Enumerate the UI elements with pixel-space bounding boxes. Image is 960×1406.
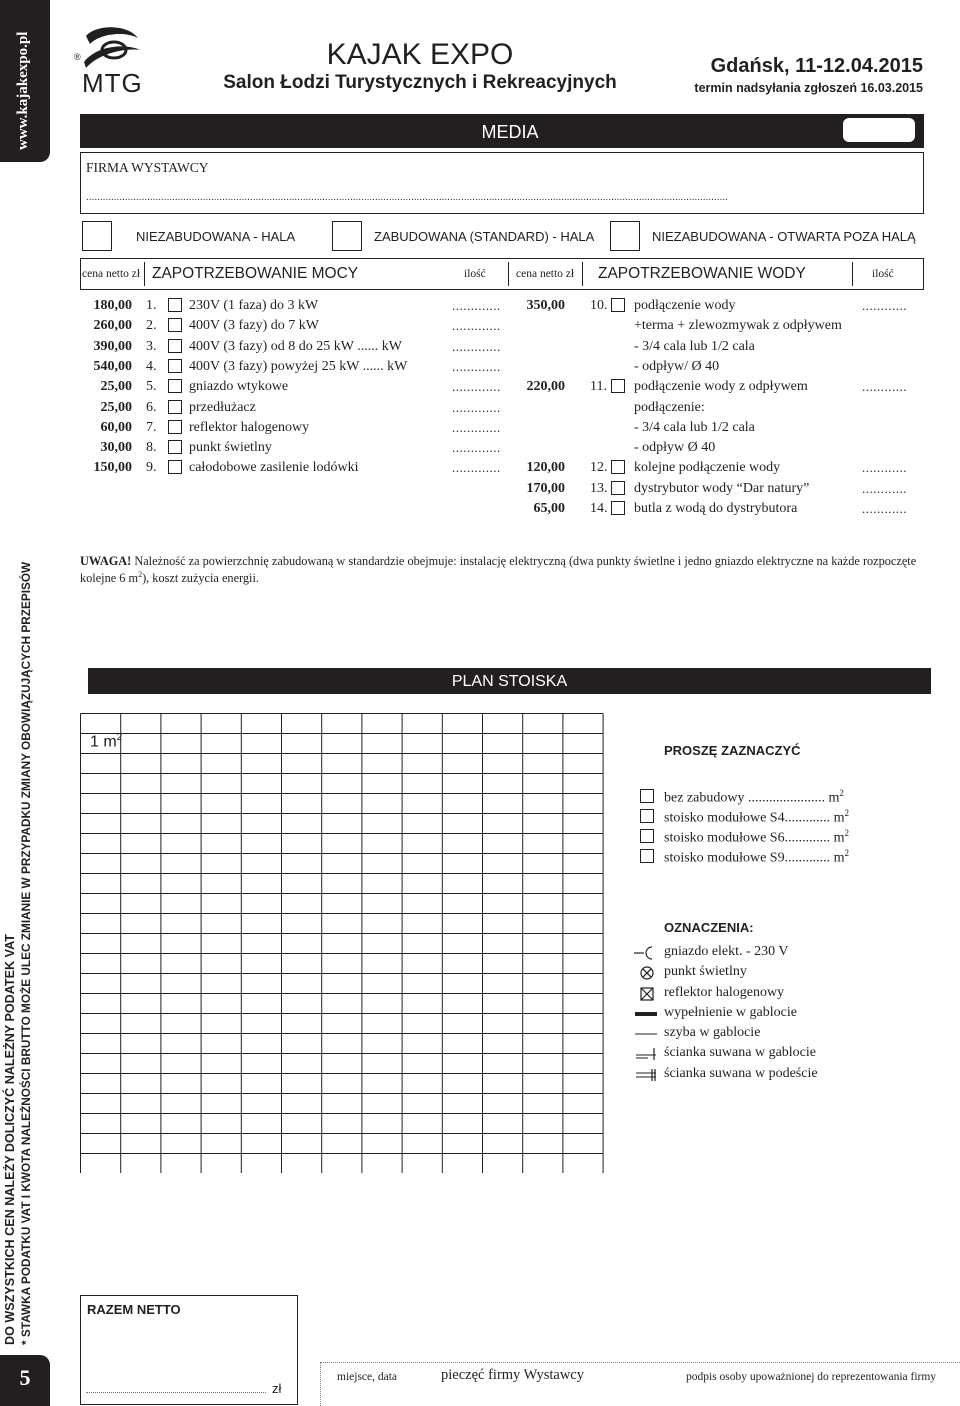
water-qty-10[interactable]: ............ — [862, 298, 907, 313]
water-sub-10b: - 3/4 cala lub 1/2 cala — [634, 339, 755, 354]
option-checkbox-4[interactable] — [640, 849, 654, 863]
note-paragraph — [80, 555, 930, 585]
company-label: FIRMA WYSTAWCY — [86, 160, 209, 175]
water-sub-10a: +terma + zlewozmywak z odpływem — [634, 318, 842, 333]
option-checkbox-3[interactable] — [640, 829, 654, 843]
legend-label-1: gniazdo elekt. - 230 V — [664, 944, 789, 959]
grid-scale-text: 1 m — [90, 733, 117, 751]
option-sup-3: 2 — [844, 828, 849, 838]
power-price-4: 540,00 — [93, 359, 132, 374]
power-label-3: 400V (3 fazy) od 8 do 25 kW ...... kW — [189, 339, 402, 354]
legend-title: OZNACZENIA: — [664, 920, 754, 935]
media-title: MEDIA — [481, 122, 539, 142]
power-price-1: 180,00 — [93, 298, 132, 313]
power-label-7: reflektor halogenowy — [189, 420, 310, 435]
total-label: RAZEM NETTO — [87, 1302, 181, 1317]
water-checkbox-14[interactable] — [611, 501, 625, 515]
sliding-wall-icon — [634, 1045, 658, 1063]
power-checkbox-7[interactable] — [168, 420, 182, 434]
logo-text: MTG — [82, 68, 143, 98]
stand-type-checkbox-3[interactable] — [610, 221, 640, 251]
power-num-9: 9. — [146, 460, 157, 475]
water-num-11: 11. — [590, 379, 607, 394]
power-checkbox-6[interactable] — [168, 400, 182, 414]
power-price-9: 150,00 — [93, 460, 132, 475]
power-label-8: punkt świetlny — [189, 440, 272, 455]
water-sub-11b: - 3/4 cala lub 1/2 cala — [634, 420, 755, 435]
power-label-1: 230V (1 faza) do 3 kW — [189, 298, 319, 313]
option-checkbox-1[interactable] — [640, 789, 654, 803]
legend-label-5: szyba w gablocie — [664, 1025, 761, 1040]
option-label-3 — [664, 828, 849, 847]
option-text-2: stoisko modułowe S4............. m — [664, 810, 845, 826]
water-label-14: butla z wodą do dystrybutora — [634, 501, 798, 516]
power-num-4: 4. — [146, 359, 157, 374]
signature-label[interactable]: podpis osoby upoważnionej do reprezentowania firmy — [686, 1371, 937, 1383]
sliding-wall-podest-icon — [634, 1066, 658, 1084]
event-title: KAJAK EXPO — [326, 38, 514, 71]
power-price-2: 260,00 — [93, 318, 132, 333]
option-sup-4: 2 — [844, 848, 849, 858]
water-qty-12[interactable]: ............ — [862, 460, 907, 475]
total-field[interactable] — [86, 1392, 266, 1393]
option-text-3: stoisko modułowe S6............. m — [664, 830, 845, 846]
water-checkbox-13[interactable] — [611, 481, 625, 495]
power-checkbox-9[interactable] — [168, 460, 182, 474]
power-label-2: 400V (3 fazy) do 7 kW — [189, 318, 319, 333]
company-name-field[interactable]: ....................................................................................................................................................................................................................................... — [86, 192, 728, 203]
water-num-14: 14. — [590, 501, 608, 516]
stand-type-label-2: ZABUDOWANA (STANDARD) - HALA — [374, 229, 595, 244]
water-price-11: 220,00 — [526, 379, 565, 394]
stand-type-checkbox-1[interactable] — [82, 221, 112, 251]
plan-grid-svg — [80, 713, 606, 1173]
power-qty-9[interactable]: ............. — [452, 460, 501, 475]
power-checkbox-3[interactable] — [168, 339, 182, 353]
water-num-10: 10. — [590, 298, 608, 313]
deadline: termin nadsyłania zgłoszeń 16.03.2015 — [694, 81, 923, 95]
page-number: 5 — [19, 1365, 31, 1390]
legend-label-6: ścianka suwana w gablocie — [664, 1045, 816, 1060]
option-text-4: stoisko modułowe S9............. m — [664, 850, 845, 866]
water-qty-14[interactable]: ............ — [862, 501, 907, 516]
water-price-12: 120,00 — [526, 460, 565, 475]
water-price-13: 170,00 — [526, 481, 565, 496]
website-url: www.kajakexpo.pl — [15, 31, 31, 150]
water-col-price: cena netto zł — [516, 268, 575, 280]
power-checkbox-2[interactable] — [168, 318, 182, 332]
company-stamp-label[interactable]: pieczęć firmy Wystawcy — [441, 1367, 584, 1383]
stand-type-checkbox-2[interactable] — [332, 221, 362, 251]
water-sub-10c: - odpływ/ Ø 40 — [634, 359, 720, 374]
power-checkbox-1[interactable] — [168, 298, 182, 312]
note-bold: UWAGA! — [80, 554, 132, 568]
stand-type-label-3: NIEZABUDOWANA - OTWARTA POZA HALĄ — [652, 229, 916, 244]
power-qty-1[interactable]: ............. — [452, 298, 501, 313]
vat-note-1: DO WSZYSTKICH CEN NALEŻY DOLICZYĆ NALEŻNY PODATEK VAT — [3, 934, 17, 1345]
power-qty-8[interactable]: ............. — [452, 440, 501, 455]
power-label-6: przedłużacz — [189, 400, 256, 415]
legend-label-2: punkt świetlny — [664, 964, 747, 979]
water-label-10: podłączenie wody — [634, 298, 736, 313]
grid-scale-sup: 2 — [116, 732, 123, 743]
water-label-11: podłączenie wody z odpływem — [634, 379, 808, 394]
option-label-4 — [664, 848, 849, 867]
water-qty-13[interactable]: ............ — [862, 481, 907, 496]
plan-bar — [88, 668, 931, 694]
option-sup-1: 2 — [839, 788, 844, 798]
power-title: ZAPOTRZEBOWANIE MOCY — [152, 265, 359, 282]
fill-icon — [634, 1005, 658, 1023]
power-num-7: 7. — [146, 420, 157, 435]
power-num-1: 1. — [146, 298, 157, 313]
water-checkbox-10[interactable] — [611, 298, 625, 312]
power-qty-4[interactable]: ............. — [452, 359, 501, 374]
water-col-qty: ilość — [872, 268, 894, 280]
power-price-3: 390,00 — [93, 339, 132, 354]
halogen-icon — [638, 985, 656, 1003]
power-price-5: 25,00 — [100, 379, 132, 394]
water-num-12: 12. — [590, 460, 608, 475]
legend-label-3: reflektor halogenowy — [664, 985, 785, 1000]
reference-field[interactable] — [843, 118, 915, 142]
power-checkbox-8[interactable] — [168, 440, 182, 454]
table-header-divider-2 — [508, 262, 509, 286]
legend-label-4: wypełnienie w gablocie — [664, 1005, 797, 1020]
note-sup: 2 — [138, 570, 143, 579]
option-label-2 — [664, 808, 849, 827]
option-checkbox-2[interactable] — [640, 809, 654, 823]
stand-type-label-1: NIEZABUDOWANA - HALA — [136, 229, 296, 244]
total-currency: zł — [272, 1381, 282, 1396]
plan-title: PLAN STOISKA — [451, 673, 568, 690]
water-checkbox-12[interactable] — [611, 460, 625, 474]
socket-icon — [632, 944, 658, 962]
table-header-divider-3 — [582, 262, 583, 286]
note-text-2: ), koszt zużycia energii. — [142, 571, 259, 586]
power-price-7: 60,00 — [100, 420, 132, 435]
power-num-5: 5. — [146, 379, 157, 394]
power-qty-6[interactable]: ............. — [452, 400, 501, 415]
option-label-1 — [664, 788, 844, 807]
power-label-5: gniazdo wtykowe — [189, 379, 289, 394]
power-label-4: 400V (3 fazy) powyżej 25 kW ...... kW — [189, 359, 408, 374]
power-qty-3[interactable]: ............. — [452, 339, 501, 354]
power-label-9: całodobowe zasilenie lodówki — [189, 460, 359, 475]
light-point-icon — [638, 964, 656, 982]
place-date-label[interactable]: miejsce, data — [337, 1371, 398, 1383]
power-checkbox-5[interactable] — [168, 379, 182, 393]
power-checkbox-4[interactable] — [168, 359, 182, 373]
glass-icon — [634, 1025, 658, 1043]
power-num-8: 8. — [146, 440, 157, 455]
option-text-1: bez zabudowy ...................... m — [664, 790, 840, 806]
table-header-divider-4 — [852, 262, 853, 286]
power-num-3: 3. — [146, 339, 157, 354]
table-header-divider-1 — [144, 262, 145, 286]
water-qty-11[interactable]: ............ — [862, 379, 907, 394]
power-num-6: 6. — [146, 400, 157, 415]
water-label-12: kolejne podłączenie wody — [634, 460, 781, 475]
water-price-10: 350,00 — [526, 298, 565, 313]
plan-prompt: PROSZĘ ZAZNACZYĆ — [664, 743, 801, 758]
power-col-price: cena netto zł — [82, 268, 141, 280]
power-col-qty: ilość — [464, 268, 486, 280]
legend-label-7: ścianka suwana w podeście — [664, 1066, 818, 1081]
media-bar — [80, 114, 924, 148]
water-num-13: 13. — [590, 481, 608, 496]
water-title: ZAPOTRZEBOWANIE WODY — [598, 265, 806, 282]
water-price-14: 65,00 — [533, 501, 565, 516]
water-sub-11c: - odpływ Ø 40 — [634, 440, 716, 455]
water-checkbox-11[interactable] — [611, 379, 625, 393]
logo-reg-mark: ® — [74, 52, 81, 62]
power-num-2: 2. — [146, 318, 157, 333]
power-qty-5[interactable]: ............. — [452, 379, 501, 394]
power-price-6: 25,00 — [100, 400, 132, 415]
water-label-13: dystrybutor wody “Dar natury” — [634, 481, 810, 496]
vat-note-2: * STAWKA PODATKU VAT I KWOTA NALEŻNOŚCI BRUTTO MOŻE ULEC ZMIANIE W PRZYPADKU ZMIANY OBOWIĄZUJĄCYCH PRZEPISÓW — [19, 561, 33, 1345]
power-qty-2[interactable]: ............. — [452, 318, 501, 333]
plan-grid[interactable] — [80, 713, 606, 1178]
signature-box — [320, 1362, 960, 1406]
event-subtitle: Salon Łodzi Turystycznych i Rekreacyjnych — [223, 72, 617, 93]
event-location-date: Gdańsk, 11-12.04.2015 — [710, 55, 923, 77]
power-qty-7[interactable]: ............. — [452, 420, 501, 435]
option-sup-2: 2 — [844, 808, 849, 818]
water-sub-11a: podłączenie: — [634, 400, 705, 415]
note-text: Należność za powierzchnię zabudowaną w standardzie obejmuje: instalację elektryczną (dwa punkty świetlne i jedno gniazdo elektryczne na każde rozpoczęte kolejne 6 m — [80, 554, 917, 586]
power-price-8: 30,00 — [100, 440, 132, 455]
